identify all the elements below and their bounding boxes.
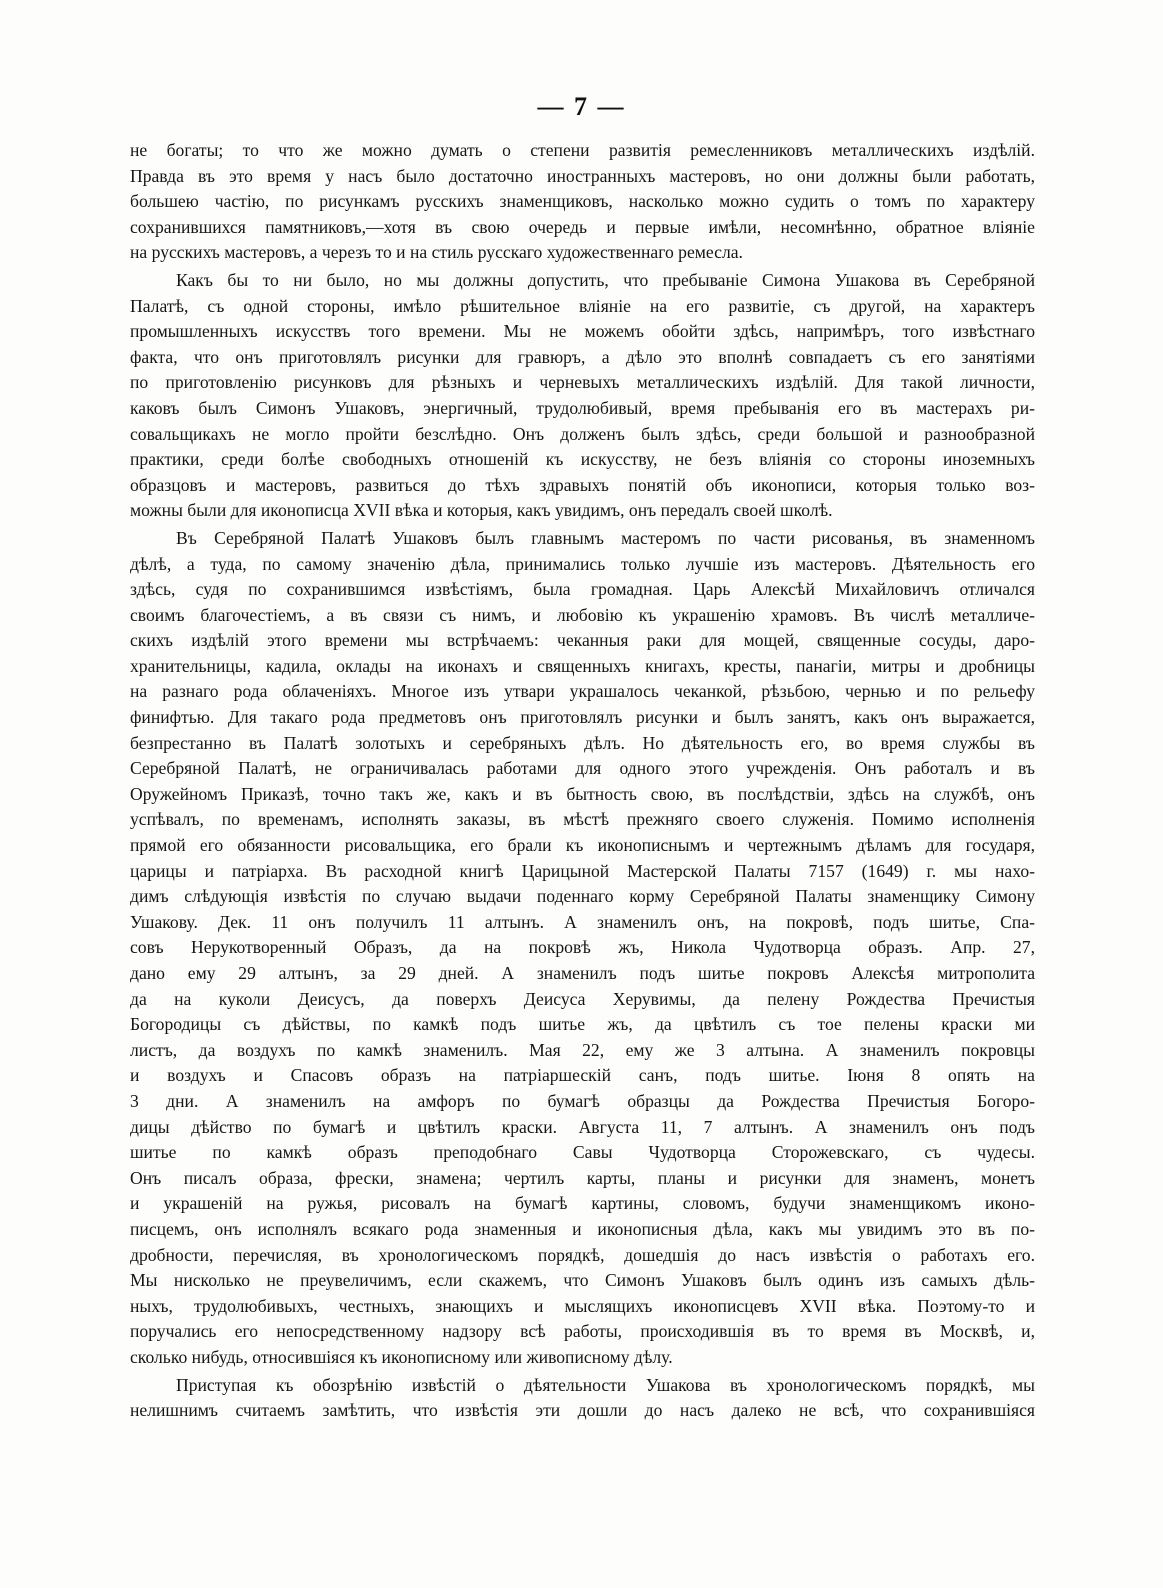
text-line: царицы и патріарха. Въ расходной книгѣ Царицыной Мастерской Палаты 7157 (1649) г. мы нахо- xyxy=(130,860,1035,881)
body-text xyxy=(130,138,1035,1424)
text-line: совальщикахъ не могло пройти безслѣдно. Онъ долженъ былъ здѣсь, среди большой и разнообразной xyxy=(130,423,1035,444)
text-line: большею частію, по рисункамъ русскихъ знаменщиковъ, насколько можно судить о томъ по характеру xyxy=(130,191,1035,212)
text-line: безпрестанно въ Палатѣ золотыхъ и серебряныхъ дѣлъ. Но дѣятельность его, во время службы въ xyxy=(130,732,1035,753)
text-line: по приготовленію рисунковъ для рѣзныхъ и черневыхъ металлическихъ издѣлій. Для такой личности, xyxy=(130,372,1035,393)
text-line: дѣлѣ, а туда, по самому значенію дѣла, принимались только лучшіе изъ мастеровъ. Дѣятельность его xyxy=(130,553,1035,574)
text-line: ныхъ, трудолюбивыхъ, честныхъ, знающихъ и мыслящихъ иконописцевъ XVII вѣка. Поэтому-то и xyxy=(130,1295,1035,1316)
text-line: Онъ писалъ образа, фрески, знамена; чертилъ карты, планы и рисунки для знаменъ, монетъ xyxy=(130,1167,1035,1188)
text-line: дицы дѣйство по бумагѣ и цвѣтилъ краски. Августа 11, 7 алтынъ. А знаменилъ онъ подъ xyxy=(130,1116,1035,1137)
text-line: прямой его обязанности рисовальщика, его брали къ иконописнымъ и чертежнымъ дѣламъ для государя, xyxy=(130,835,1035,856)
text-line: шитье по камкѣ образъ преподобнаго Савы Чудотворца Сторожевскаго, съ чудесы. xyxy=(130,1142,1035,1163)
text-line: финифтью. Для такаго рода предметовъ онъ приготовлялъ рисунки и былъ занятъ, какъ онъ выражается, xyxy=(130,707,1035,728)
text-line: Ушакову. Дек. 11 онъ получилъ 11 алтынъ. А знаменилъ онъ, на покровѣ, подъ шитье, Спа- xyxy=(130,911,1035,932)
paragraph-4 xyxy=(130,1373,1035,1424)
text-line: хранительницы, кадила, оклады на иконахъ и священныхъ книгахъ, кресты, панагіи, митры и дробницы xyxy=(130,655,1035,676)
text-line: Мы нисколько не преувеличимъ, если скажемъ, что Симонъ Ушаковъ былъ одинъ изъ самыхъ дѣль- xyxy=(130,1270,1035,1291)
text-line: Какъ бы то ни было, но мы должны допустить, что пребываніе Симона Ушакова въ Серебряной xyxy=(176,269,1035,290)
text-line: своимъ благочестіемъ, а въ связи съ нимъ, и любовію къ украшенію храмовъ. Въ числѣ металличе- xyxy=(130,604,1035,625)
text-line: промышленныхъ искусствъ того времени. Мы не можемъ обойти здѣсь, напримѣръ, того извѣстнаго xyxy=(130,321,1035,342)
text-line: писцемъ, онъ исполнялъ всякаго рода знаменныя и иконописныя дѣла, какъ мы увидимъ это въ по- xyxy=(130,1218,1035,1239)
text-line: Оружейномъ Приказѣ, точно такъ же, какъ и въ бытность свою, въ послѣдствіи, здѣсь на службѣ, онъ xyxy=(130,783,1035,804)
text-line: поручались его непосредственному надзору всѣ работы, происходившія въ то время въ Москвѣ, и, xyxy=(130,1321,1035,1342)
text-line: на разнаго рода облаченіяхъ. Многое изъ утвари украшалось чеканкой, рѣзьбою, чернью и по рельефу xyxy=(130,681,1035,702)
text-line: Богородицы съ дѣйствы, по камкѣ подъ шитье жъ, да цвѣтилъ съ тое пелены краски ми xyxy=(130,1014,1035,1035)
text-line: здѣсь, судя по сохранившимся извѣстіямъ, была громадная. Царь Алексѣй Михайловичъ отличался xyxy=(130,579,1035,600)
text-line: Правда въ это время у насъ было достаточно иностранныхъ мастеровъ, но они должны были работать, xyxy=(130,165,1035,186)
text-line: нелишнимъ считаемъ замѣтить, что извѣстія эти дошли до насъ далеко не всѣ, что сохранившіяся xyxy=(130,1400,1035,1421)
text-line: сколько нибудь, относившіяся къ иконописному или живописному дѣлу. xyxy=(130,1346,673,1367)
text-line: совъ Нерукотворенный Образъ, да на покровѣ жъ, Никола Чудотворца образъ. Апр. 27, xyxy=(130,937,1035,958)
text-line: димъ слѣдующія извѣстія по случаю выдачи поденнаго корму Серебряной Палаты знаменщику Симону xyxy=(130,886,1035,907)
text-line: каковъ былъ Симонъ Ушаковъ, энергичный, трудолюбивый, время пребыванія его въ мастерахъ ри- xyxy=(130,397,1035,418)
text-line: да на куколи Деисусъ, да поверхъ Деисуса Херувимы, да пелену Рождества Пречистыя xyxy=(130,988,1035,1009)
text-line: листъ, да воздухъ по камкѣ знаменилъ. Мая 22, ему же 3 алтына. А знаменилъ покровцы xyxy=(130,1039,1035,1060)
text-line: Серебряной Палатѣ, не ограничивалась работами для одного этого учрежденія. Онъ работалъ и въ xyxy=(130,758,1035,779)
text-line: факта, что онъ приготовлялъ рисунки для гравюръ, а дѣло это вполнѣ совпадаетъ съ его занятіями xyxy=(130,346,1035,367)
text-line: дано ему 29 алтынъ, за 29 дней. А знаменилъ подъ шитье покровъ Алексѣя митрополита xyxy=(130,963,1035,983)
text-line: образцовъ и мастеровъ, развиться до тѣхъ здравыхъ понятій объ иконописи, которыя только воз- xyxy=(130,474,1035,495)
text-line: и украшеній на ружья, рисовалъ на бумагѣ картины, словомъ, будучи знаменщикомъ иконо- xyxy=(130,1193,1035,1214)
paragraph-2 xyxy=(130,268,1035,524)
text-line: скихъ издѣлій этого времени мы встрѣчаемъ: чеканныя раки для мощей, священные сосуды, даро- xyxy=(130,630,1035,651)
text-line: практики, среди болѣе свободныхъ отношеній къ искусству, не безъ вліянія со стороны иноземныхъ xyxy=(130,449,1035,470)
text-line: сохранившихся памятниковъ,—хотя въ свою очередь и первые имѣли, несомнѣнно, обратное вліяніе xyxy=(130,216,1035,237)
text-line: и воздухъ и Спасовъ образъ на патріаршескій санъ, подъ шитье. Іюня 8 опять на xyxy=(130,1065,1035,1086)
text-line: дробности, перечисляя, въ хронологическомъ порядкѣ, дошедшія до насъ извѣстія о работахъ его. xyxy=(130,1244,1035,1265)
text-line: на русскихъ мастеровъ, а черезъ то и на стиль русскаго художественнаго ремесла. xyxy=(130,242,743,263)
page-number: — 7 — xyxy=(537,92,626,121)
text-line: 3 дни. А знаменилъ на амфоръ по бумагѣ образцы да Рождества Пречистыя Богоро- xyxy=(130,1090,1035,1111)
text-line: Палатѣ, съ одной стороны, имѣло рѣшительное вліяніе на его развитіе, съ другой, на характеръ xyxy=(130,295,1035,316)
text-line: не богаты; то что же можно думать о степени развитія ремесленниковъ металлическихъ издѣлій. xyxy=(130,140,1035,160)
paragraph-1 xyxy=(130,138,1035,266)
paragraph-3 xyxy=(130,526,1035,1371)
text-line: можны были для иконописца XVII вѣка и которыя, какъ увидимъ, онъ передалъ своей школѣ. xyxy=(130,500,833,521)
text-line: Приступая къ обозрѣнію извѣстій о дѣятельности Ушакова въ хронологическомъ порядкѣ, мы xyxy=(176,1374,1035,1395)
text-line: Въ Серебряной Палатѣ Ушаковъ былъ главнымъ мастеромъ по части рисованья, въ знаменномъ xyxy=(176,527,1035,548)
text-line: успѣвалъ, по временамъ, исполнять заказы, въ мѣстѣ прежняго своего служенія. Помимо исполненія xyxy=(130,809,1035,830)
